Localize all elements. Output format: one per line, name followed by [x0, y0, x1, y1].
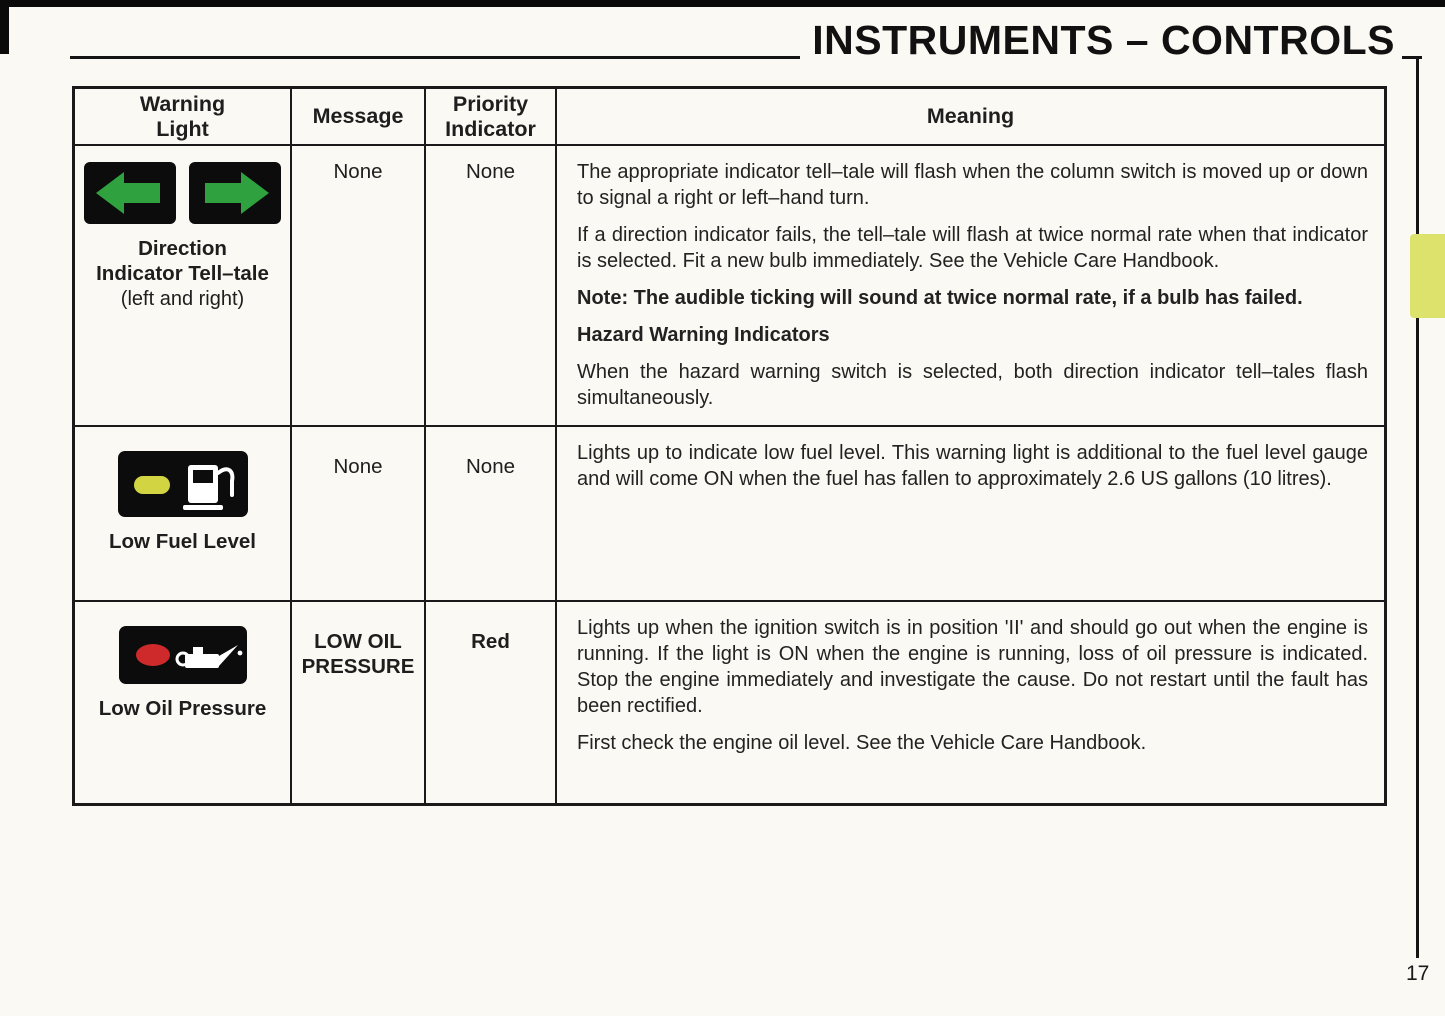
priority-cell: None — [426, 427, 557, 602]
title-rule — [70, 56, 800, 59]
message-cell: None — [292, 427, 426, 602]
hazard-warning-heading: Hazard Warning Indicators — [577, 324, 830, 346]
paragraph: If a direction indicator fails, the tell–tale will flash at twice normal rate when that indicator is selected. Fit a new bulb immediately. See the Vehicle Care Handbook. — [577, 224, 1368, 272]
warning-light-label: Direction Indicator Tell–tale (left and right) — [96, 237, 269, 311]
bookmark-tab — [1410, 234, 1445, 318]
warning-light-cell-direction — [75, 146, 292, 427]
paragraph: The appropriate indicator tell–tale will flash when the column switch is moved up or down to signal a right or left–hand turn. — [577, 161, 1368, 209]
warning-light-cell-low-oil — [75, 602, 292, 803]
paragraph: Lights up when the ignition switch is in position 'II' and should go out when the engine is running. If the light is ON when the engine is running, loss of oil pressure is indicated. Stop the engine immediately and investigate the cause. Do not restart until the fault has been rectified. — [577, 617, 1368, 717]
warning-light-sublabel: (left and right) — [120, 288, 245, 311]
warning-lights-table — [72, 86, 1387, 806]
paragraph: Lights up to indicate low fuel level. This warning light is additional to the fuel level gauge and will come ON when the fuel has fallen to approximately 2.6 US gallons (10 litres). — [577, 442, 1368, 490]
direction-indicator-icons — [84, 162, 281, 224]
fuel-pump-icon — [118, 451, 248, 517]
message-cell: None — [292, 146, 426, 427]
warning-light-label: Low Fuel Level — [109, 530, 256, 553]
priority-cell: Red — [426, 602, 557, 803]
turn-left-icon — [84, 162, 176, 224]
right-margin-rule — [1416, 58, 1419, 958]
header-priority-indicator: Priority Indicator — [426, 89, 557, 146]
warning-light-cell-low-fuel — [75, 427, 292, 602]
paragraph: First check the engine oil level. See the Vehicle Care Handbook. — [577, 732, 1147, 754]
header-meaning: Meaning — [557, 89, 1384, 146]
warning-light-label: Low Oil Pressure — [98, 697, 267, 720]
scan-edge-top — [0, 0, 1445, 7]
note-paragraph: Note: The audible ticking will sound at twice normal rate, if a bulb has failed. — [577, 287, 1303, 309]
scan-edge-left — [0, 0, 9, 54]
message-cell: LOW OIL PRESSURE — [292, 602, 426, 803]
meaning-cell — [557, 427, 1384, 602]
paragraph: When the hazard warning switch is selected, both direction indicator tell–tales flash simultaneously. — [577, 361, 1368, 409]
header-message: Message — [292, 89, 426, 146]
page-number: 17 — [1406, 962, 1430, 985]
meaning-cell — [557, 146, 1384, 427]
turn-right-icon — [189, 162, 281, 224]
meaning-cell — [557, 602, 1384, 803]
priority-cell: None — [426, 146, 557, 427]
header-warning-light: Warning Light — [75, 89, 292, 146]
corner-tick — [1402, 56, 1422, 59]
page-title: INSTRUMENTS – CONTROLS — [812, 17, 1395, 63]
oil-can-icon — [119, 626, 247, 684]
